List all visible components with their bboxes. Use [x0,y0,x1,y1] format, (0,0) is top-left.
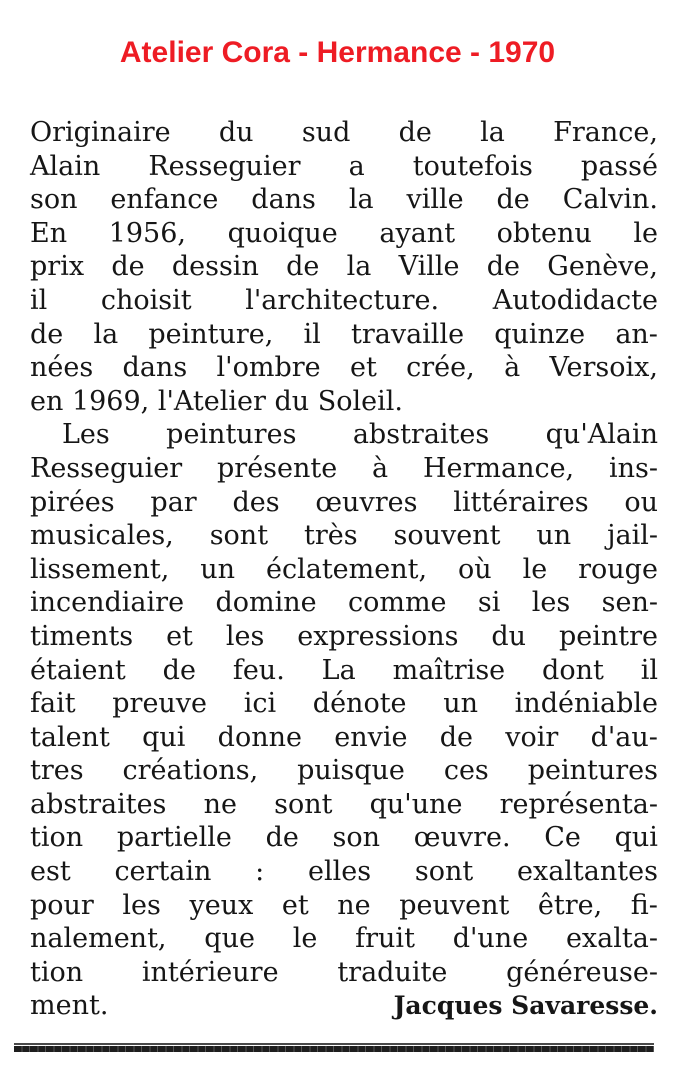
article-line: son enfance dans la ville de Calvin. [30,184,658,216]
article-line: fait preuve ici dénote un indéniable [30,688,658,720]
article-body [30,116,658,1023]
article-line: Les peintures abstraites qu'Alain [62,419,658,451]
article-line: pour les yeux et ne peuvent être, fi- [30,889,658,921]
article-last-row [30,989,658,1023]
article-line: nées dans l'ombre et crée, à Versoix, [30,352,658,384]
article-line: tion partielle de son œuvre. Ce qui [30,822,658,854]
article-line: timents et les expressions du peintre [30,620,658,652]
article-line: talent qui donne envie de voir d'au- [30,721,658,753]
article-line: de la peinture, il travaille quinze an- [30,318,658,350]
article-line: lissement, un éclatement, où le rouge [30,553,658,585]
article-line: Originaire du sud de la France, [30,117,658,148]
article-line: Alain Resseguier a toutefois passé [30,150,658,182]
author-signature: Jacques Savaresse. [393,991,658,1021]
article-line: Resseguier présente à Hermance, ins- [30,452,658,484]
article-line: étaient de feu. La maîtrise dont il [30,654,658,686]
article-line: tion intérieure traduite généreuse- [30,956,658,988]
article-line: il choisit l'architecture. Autodidacte [30,284,658,316]
article-line: abstraites ne sont qu'une représenta- [30,788,658,820]
article-line: est certain : elles sont exaltantes [30,856,658,888]
article-line: tres créations, puisque ces peintures [30,755,658,787]
article-line: pirées par des œuvres littéraires ou [30,486,658,518]
column-rule [14,1046,654,1052]
article-line: incendiaire domine comme si les sen- [30,587,658,619]
article-line: prix de dessin de la Ville de Genève, [30,251,658,283]
article-line: en 1969, l'Atelier du Soleil. [30,385,403,417]
column-rule-top [14,1043,654,1045]
page-title: Atelier Cora - Hermance - 1970 [119,36,556,69]
article-line: En 1956, quoique ayant obtenu le [30,217,658,249]
article-line: musicales, sont très souvent un jail- [30,520,658,552]
article-line: nalement, que le fruit d'une exalta- [30,923,658,955]
article-line: ment. [30,990,109,1022]
